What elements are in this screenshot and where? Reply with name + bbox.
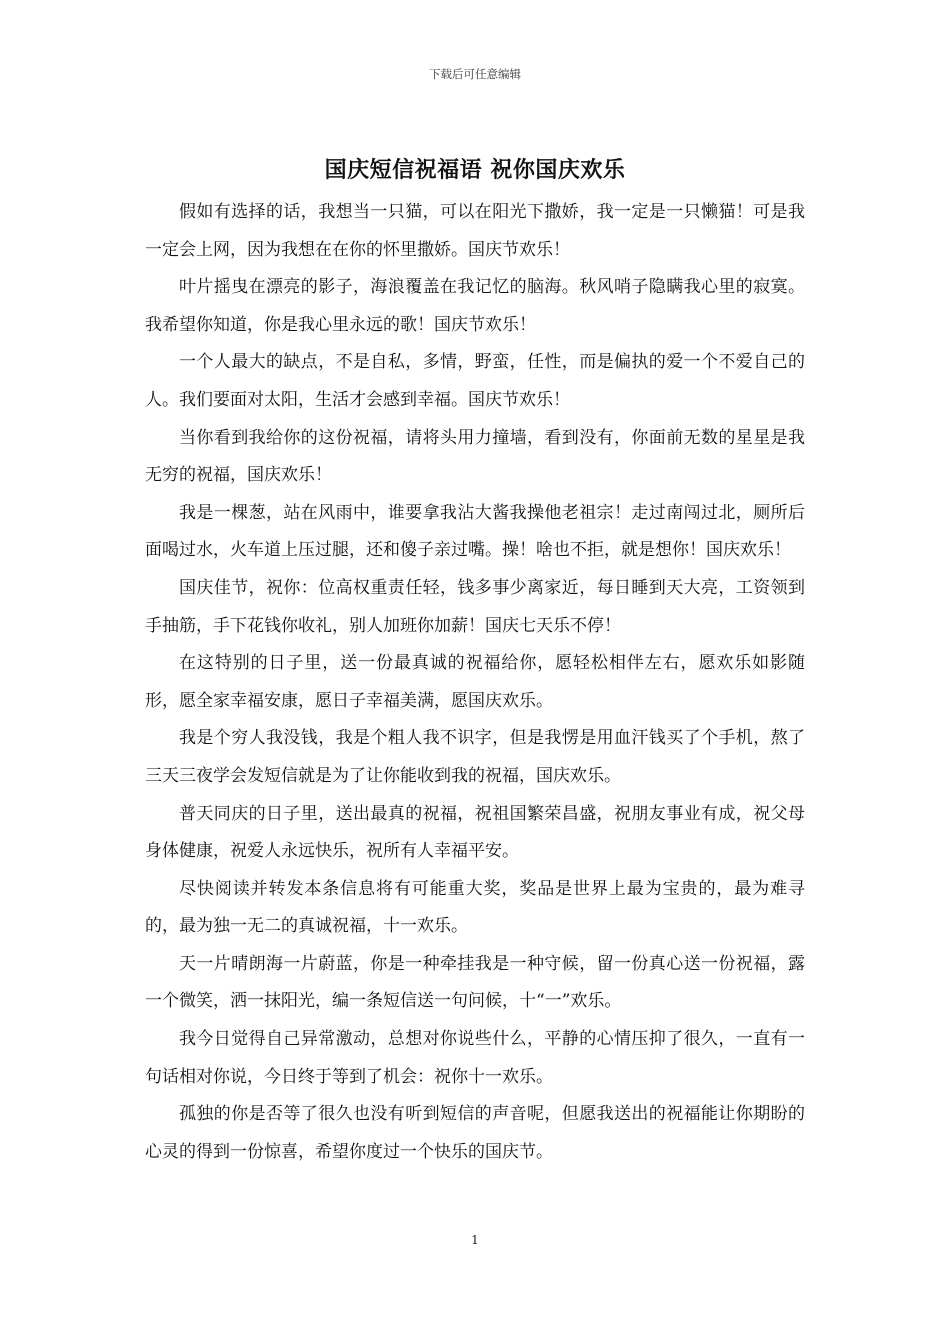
paragraph-11: 天一片晴朗海一片蔚蓝，你是一种牵挂我是一种守候，留一份真心送一份祝福，露一个微笑，洒一抹阳光，编一条短信送一句问候，十“一”欢乐。 bbox=[145, 953, 805, 1012]
paragraph-5: 我是一棵葱，站在风雨中，谁要拿我沾大酱我操他老祖宗！走过南闯过北，厕所后面喝过水，火车道上压过腿，还和傻子亲过嘴。操！啥也不拒，就是想你！国庆欢乐！ bbox=[145, 502, 805, 561]
paragraph-12: 我今日觉得自己异常激动，总想对你说些什么，平静的心情压抑了很久，一直有一句话相对你说，今日终于等到了机会：祝你十一欢乐。 bbox=[145, 1029, 805, 1087]
paragraph-1: 假如有选择的话，我想当一只猫，可以在阳光下撒娇，我一定是一只懒猫！可是我一定会上网，因为我想在在你的怀里撒娇。国庆节欢乐！ bbox=[145, 202, 805, 260]
paragraph-3: 一个人最大的缺点，不是自私，多情，野蛮，任性，而是偏执的爱一个不爱自己的人。我们要面对太阳，生活才会感到幸福。国庆节欢乐！ bbox=[145, 352, 805, 410]
document-title: 国庆短信祝福语 祝你国庆欢乐 bbox=[324, 157, 626, 183]
paragraph-7: 在这特别的日子里，送一份最真诚的祝福给你，愿轻松相伴左右，愿欢乐如影随形，愿全家幸福安康，愿日子幸福美满，愿国庆欢乐。 bbox=[145, 653, 805, 711]
paragraph-2: 叶片摇曳在漂亮的影子，海浪覆盖在我记忆的脑海。秋风哨子隐瞒我心里的寂寞。我希望你知道，你是我心里永远的歌！国庆节欢乐！ bbox=[145, 277, 805, 335]
page-header: 下载后可任意编辑 bbox=[429, 67, 521, 81]
page-number: 1 bbox=[471, 1233, 479, 1247]
paragraph-9: 普天同庆的日子里，送出最真的祝福，祝祖国繁荣昌盛，祝朋友事业有成，祝父母身体健康，祝爱人永远快乐，祝所有人幸福平安。 bbox=[145, 803, 805, 862]
paragraph-4: 当你看到我给你的这份祝福，请将头用力撞墙，看到没有，你面前无数的星星是我无穷的祝福，国庆欢乐！ bbox=[145, 427, 805, 486]
document-body bbox=[145, 194, 805, 1171]
paragraph-6: 国庆佳节，祝你：位高权重责任轻，钱多事少离家近，每日睡到天大亮，工资领到手抽筋，手下花钱你收礼，别人加班你加薪！国庆七天乐不停！ bbox=[145, 577, 805, 636]
paragraph-13: 孤独的你是否等了很久也没有听到短信的声音呢，但愿我送出的祝福能让你期盼的心灵的得到一份惊喜，希望你度过一个快乐的国庆节。 bbox=[145, 1104, 805, 1162]
paragraph-8: 我是个穷人我没钱，我是个粗人我不识字，但是我愣是用血汗钱买了个手机，熬了三天三夜学会发短信就是为了让你能收到我的祝福，国庆欢乐。 bbox=[145, 728, 805, 786]
paragraph-10: 尽快阅读并转发本条信息将有可能重大奖，奖品是世界上最为宝贵的，最为难寻的，最为独一无二的真诚祝福，十一欢乐。 bbox=[145, 878, 805, 937]
